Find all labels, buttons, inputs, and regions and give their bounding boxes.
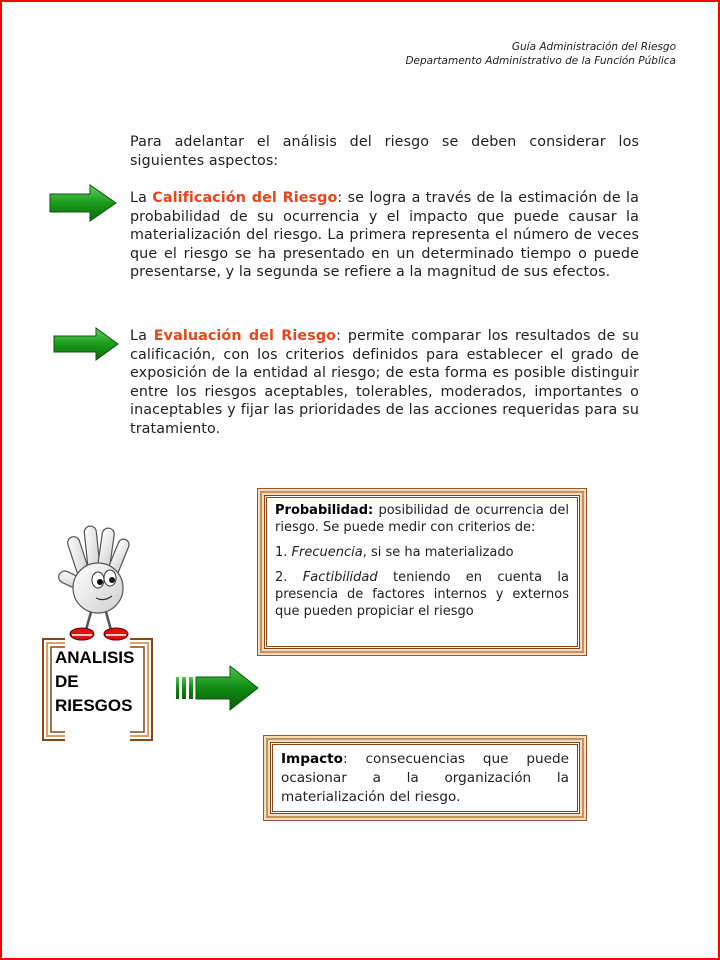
arrow-right-icon xyxy=(52,326,120,362)
calificacion-paragraph xyxy=(130,189,639,282)
impacto-definition xyxy=(281,750,569,807)
item-number: 1. xyxy=(275,545,292,560)
calificacion-text: : se logra a través de la estimación de la probabilidad de su ocurrencia y el impacto que puede causar la materialización del riesgo. La primera representa el número de veces que el riesgo se ha presentado en un determinado tiempo o puede presentarse, y la segunda se refiere a la magnitud de sus efectos. xyxy=(130,190,639,281)
intro-paragraph: Para adelantar el análisis del riesgo se deben considerar los siguientes aspectos: xyxy=(130,134,639,169)
impacto-text: : consecuencias que puede ocasionar a la organización la materialización del riesgo. xyxy=(281,751,569,805)
analisis-line-3: RIESGOS xyxy=(55,696,133,715)
evaluacion-term: Evaluación del Riesgo xyxy=(153,328,337,344)
probabilidad-box xyxy=(264,495,580,649)
header-line-2: Departamento Administrativo de la Función Pública xyxy=(405,55,676,67)
probabilidad-term: Probabilidad: xyxy=(275,503,374,518)
analisis-label xyxy=(55,646,134,718)
arrow-right-icon xyxy=(48,183,118,223)
item-number: 2. xyxy=(275,570,303,585)
analisis-line-1: ANALISIS xyxy=(55,648,135,667)
frecuencia-term: Frecuencia xyxy=(291,545,363,560)
striped-arrow-right-icon xyxy=(174,664,260,712)
header-line-1: Guía Administración del Riesgo xyxy=(511,41,676,53)
calificacion-prefix: La xyxy=(130,190,153,206)
probabilidad-item-1 xyxy=(275,544,569,561)
impacto-term: Impacto xyxy=(281,751,344,767)
evaluacion-prefix: La xyxy=(130,328,154,344)
calificacion-term: Calificación del Riesgo xyxy=(152,190,338,206)
page-header xyxy=(405,40,676,68)
evaluacion-paragraph xyxy=(130,327,639,439)
impacto-box xyxy=(270,742,580,814)
item-text: teniendo en cuenta la presencia de factores internos y externos que pueden propiciar el riesgo xyxy=(275,570,569,619)
hand-mascot-icon xyxy=(58,522,140,644)
factibilidad-term: Factibilidad xyxy=(302,570,378,585)
evaluacion-text: : permite comparar los resultados de su calificación, con los criterios definidos para establecer el grado de exposición de la entidad al riesgo; de esta forma es posible distinguir entre los riesgos aceptables, tolerables, moderados, importantes o inaceptables y fijar las prioridades de las acciones requeridas para su tratamiento. xyxy=(130,328,639,437)
analisis-line-2: DE xyxy=(55,672,79,691)
probabilidad-definition xyxy=(275,502,569,536)
probabilidad-item-2 xyxy=(275,569,569,620)
probabilidad-text: posibilidad de ocurrencia del riesgo. Se puede medir con criterios de: xyxy=(275,503,569,535)
item-text: , si se ha materializado xyxy=(362,545,514,560)
